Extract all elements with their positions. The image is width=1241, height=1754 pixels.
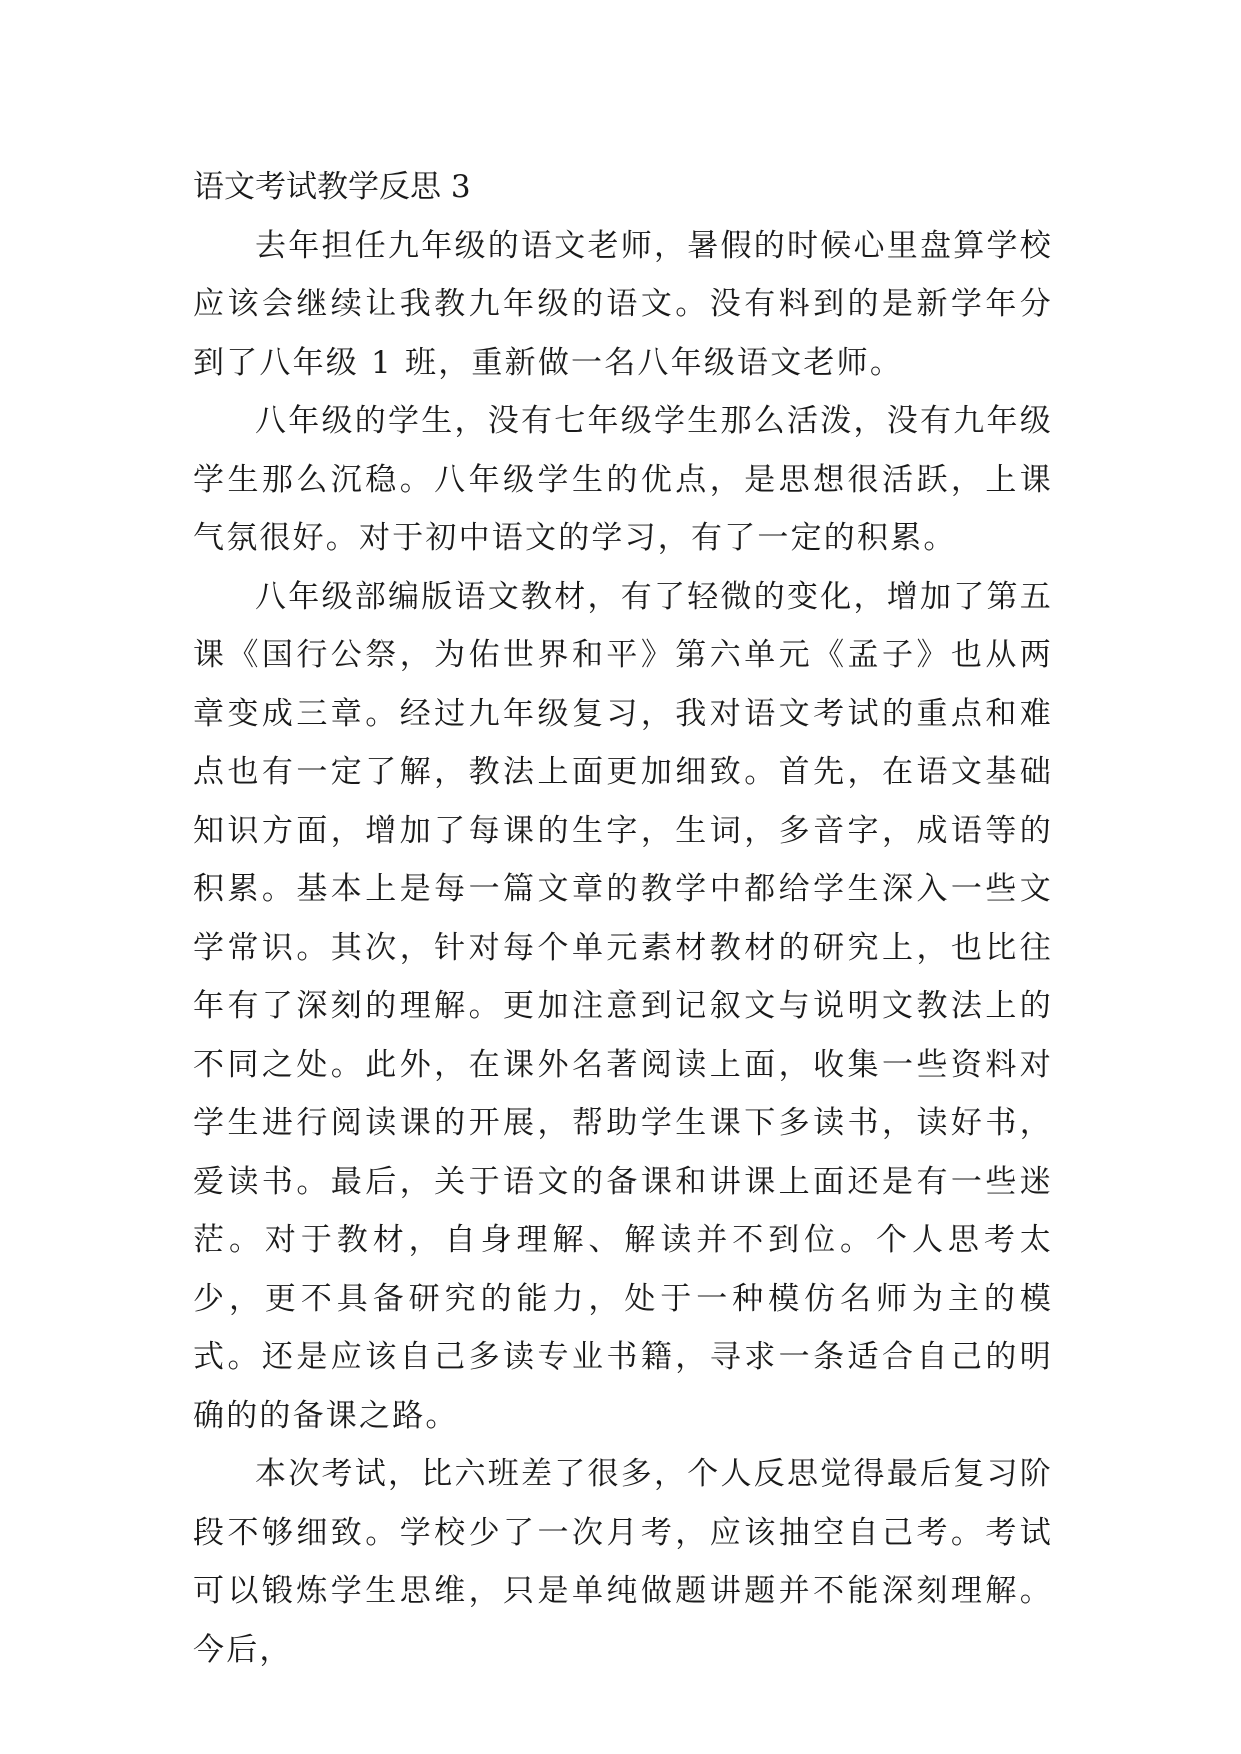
document-title: 语文考试教学反思 3: [193, 169, 471, 205]
paragraph-3: 八年级部编版语文教材，有了轻微的变化，增加了第五课《国行公祭，为佑世界和平》第六单元《孟子》也从两章变成三章。经过九年级复习，我对语文考试的重点和难点也有一定了解，教法上面更加细致。首先，在语文基础知识方面，增加了每课的生字，生词，多音字，成语等的积累。基本上是每一篇文章的教学中都给学生深入一些文学常识。其次，针对每个单元素材教材的研究上，也比往年有了深刻的理解。更加注意到记叙文与说明文教法上的不同之处。此外，在课外名著阅读上面，收集一些资料对学生进行阅读课的开展，帮助学生课下多读书，读好书，爱读书。最后，关于语文的备课和讲课上面还是有一些迷茫。对于教材，自身理解、解读并不到位。个人思考太少，更不具备研究的能力，处于一种模仿名师为主的模式。还是应该自己多读专业书籍，寻求一条适合自己的明确的的备课之路。: [193, 578, 1053, 1434]
paragraph-4: 本次考试，比六班差了很多，个人反思觉得最后复习阶段不够细致。学校少了一次月考，应该抽空自己考。考试可以锻炼学生思维，只是单纯做题讲题并不能深刻理解。今后，: [193, 1456, 1053, 1668]
paragraph-2: 八年级的学生，没有七年级学生那么活泼，没有九年级学生那么沉稳。八年级学生的优点，是思想很活跃，上课气氛很好。对于初中语文的学习，有了一定的积累。: [193, 403, 1053, 556]
paragraph-1: 去年担任九年级的语文老师，暑假的时候心里盘算学校应该会继续让我教九年级的语文。没有料到的是新学年分到了八年级 1 班，重新做一名八年级语文老师。: [193, 227, 1053, 381]
document-body: [193, 158, 1053, 1679]
